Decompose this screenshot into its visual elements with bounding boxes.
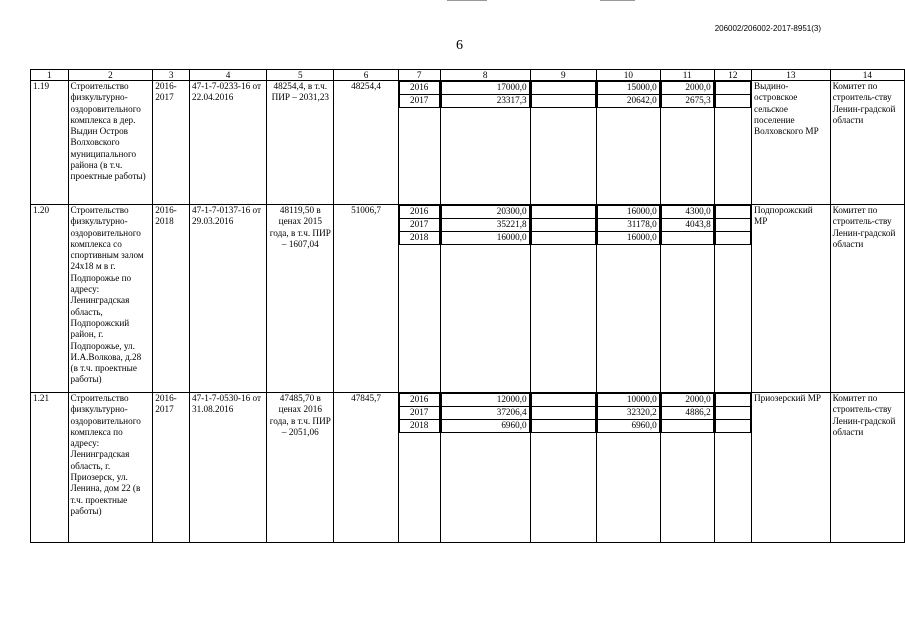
other-sources-group <box>714 393 751 543</box>
total-financing: 20300,0 <box>441 206 529 219</box>
row-number: 1.20 <box>31 205 69 393</box>
regional-budget: 6960,0 <box>598 420 660 433</box>
column-header: 9 <box>530 70 596 81</box>
estimated-cost: 48119,50 в ценах 2015 года, в т.ч. ПИР – 1607,04 <box>267 205 334 393</box>
column-header: 6 <box>334 70 398 81</box>
total-financing: 37206,4 <box>441 407 529 420</box>
year-cell: 2018 <box>399 232 439 245</box>
year-cell: 2017 <box>399 407 439 420</box>
federal-budget <box>531 82 595 95</box>
estimated-cost: 48254,4, в т.ч. ПИР – 2031,23 <box>267 81 334 205</box>
regional-budget: 20642,0 <box>598 95 660 108</box>
document-id: 206002/206002-2017-8951(3) <box>714 24 821 33</box>
total-financing: 6960,0 <box>441 420 529 433</box>
total-cost: 48254,4 <box>334 81 398 205</box>
column-header: 13 <box>752 70 831 81</box>
page-number: 6 <box>456 38 463 53</box>
other-sources-group <box>714 81 751 205</box>
estimated-cost: 47485,70 в ценах 2016 года, в т.ч. ПИР – 2051,06 <box>267 393 334 543</box>
row-number: 1.21 <box>31 393 69 543</box>
construction-period: 2016-2017 <box>153 393 190 543</box>
expertise-conclusion: 47-1-7-0137-16 от 29.03.2016 <box>190 205 267 393</box>
regional-budget: 32320,2 <box>598 407 660 420</box>
column-header: 1 <box>31 70 69 81</box>
local-budget-group <box>660 205 714 393</box>
total-financing: 12000,0 <box>441 394 529 407</box>
other-sources <box>715 82 750 95</box>
construction-period: 2016-2017 <box>153 81 190 205</box>
table-row <box>31 81 905 205</box>
federal-budget <box>531 219 595 232</box>
column-header: 14 <box>830 70 904 81</box>
local-budget: 2675,3 <box>661 95 713 108</box>
table-row <box>31 205 905 393</box>
municipality: Приозерский МР <box>752 393 831 543</box>
federal-budget-group <box>530 205 596 393</box>
year-cell-group <box>398 81 440 205</box>
column-header: 10 <box>597 70 661 81</box>
local-budget: 2000,0 <box>661 82 713 95</box>
municipality: Выдино-островское сельское поселение Волховского МР <box>752 81 831 205</box>
local-budget: 4886,2 <box>661 407 713 420</box>
column-header: 5 <box>267 70 334 81</box>
regional-budget: 31178,0 <box>598 219 660 232</box>
other-sources <box>715 219 750 232</box>
local-budget-group <box>660 393 714 543</box>
total-financing-group <box>440 205 530 393</box>
federal-budget-group <box>530 393 596 543</box>
other-sources <box>715 206 750 219</box>
other-sources-group <box>714 205 751 393</box>
other-sources <box>715 232 750 245</box>
local-budget-group <box>660 81 714 205</box>
total-cost: 47845,7 <box>334 393 398 543</box>
year-cell: 2017 <box>399 95 439 108</box>
scan-edge-line <box>600 0 635 1</box>
other-sources <box>715 407 750 420</box>
regional-budget-group <box>597 393 661 543</box>
total-financing: 23317,3 <box>441 95 529 108</box>
local-budget <box>661 232 713 245</box>
regional-budget: 16000,0 <box>598 206 660 219</box>
other-sources <box>715 394 750 407</box>
column-header: 8 <box>440 70 530 81</box>
total-financing: 17000,0 <box>441 82 529 95</box>
column-header: 3 <box>153 70 190 81</box>
object-name: Строительство физкультурно-оздоровительного комплекса со спортивным залом 24х18 м в г. Подпорожье по адресу: Ленинградская область, Подпорожский район, г. Подпорожье, ул. И.А.Волкова, д.28 (в т.ч. проектные работы) <box>68 205 153 393</box>
program-table <box>30 69 905 543</box>
table-row <box>31 393 905 543</box>
row-number: 1.19 <box>31 81 69 205</box>
year-cell: 2016 <box>399 82 439 95</box>
header-row <box>31 70 905 81</box>
regional-budget-group <box>597 81 661 205</box>
federal-budget <box>531 232 595 245</box>
year-cell-group <box>398 393 440 543</box>
other-sources <box>715 420 750 433</box>
regional-budget: 15000,0 <box>598 82 660 95</box>
total-financing: 35221,8 <box>441 219 529 232</box>
federal-budget <box>531 394 595 407</box>
federal-budget-group <box>530 81 596 205</box>
expertise-conclusion: 47-1-7-0530-16 от 31.08.2016 <box>190 393 267 543</box>
total-cost: 51006,7 <box>334 205 398 393</box>
local-budget: 4300,0 <box>661 206 713 219</box>
scan-edge-line <box>447 0 487 1</box>
construction-period: 2016-2018 <box>153 205 190 393</box>
column-header: 12 <box>714 70 751 81</box>
column-header: 7 <box>398 70 440 81</box>
local-budget <box>661 420 713 433</box>
local-budget: 4043,8 <box>661 219 713 232</box>
column-header: 2 <box>68 70 153 81</box>
year-cell: 2018 <box>399 420 439 433</box>
responsible-committee: Комитет по строитель-ству Ленин-градской области <box>830 393 904 543</box>
total-financing-group <box>440 81 530 205</box>
local-budget: 2000,0 <box>661 394 713 407</box>
other-sources <box>715 95 750 108</box>
object-name: Строительство физкультурно-оздоровительного комплекса по адресу: Ленинградская область, г. Приозерск, ул. Ленина, дом 22 (в т.ч. проектные работы) <box>68 393 153 543</box>
year-cell: 2016 <box>399 394 439 407</box>
column-header: 11 <box>660 70 714 81</box>
municipality: Подпорожский МР <box>752 205 831 393</box>
expertise-conclusion: 47-1-7-0233-16 от 22.04.2016 <box>190 81 267 205</box>
regional-budget: 16000,0 <box>598 232 660 245</box>
total-financing-group <box>440 393 530 543</box>
responsible-committee: Комитет по строитель-ству Ленин-градской области <box>830 81 904 205</box>
object-name: Строительство физкультурно-оздоровительного комплекса в дер. Выдин Остров Волховского муниципального района (в т.ч. проектные работы) <box>68 81 153 205</box>
column-header: 4 <box>190 70 267 81</box>
federal-budget <box>531 95 595 108</box>
responsible-committee: Комитет по строитель-ству Ленин-градской области <box>830 205 904 393</box>
regional-budget: 10000,0 <box>598 394 660 407</box>
year-cell: 2017 <box>399 219 439 232</box>
total-financing: 16000,0 <box>441 232 529 245</box>
federal-budget <box>531 407 595 420</box>
federal-budget <box>531 206 595 219</box>
year-cell-group <box>398 205 440 393</box>
federal-budget <box>531 420 595 433</box>
year-cell: 2016 <box>399 206 439 219</box>
regional-budget-group <box>597 205 661 393</box>
